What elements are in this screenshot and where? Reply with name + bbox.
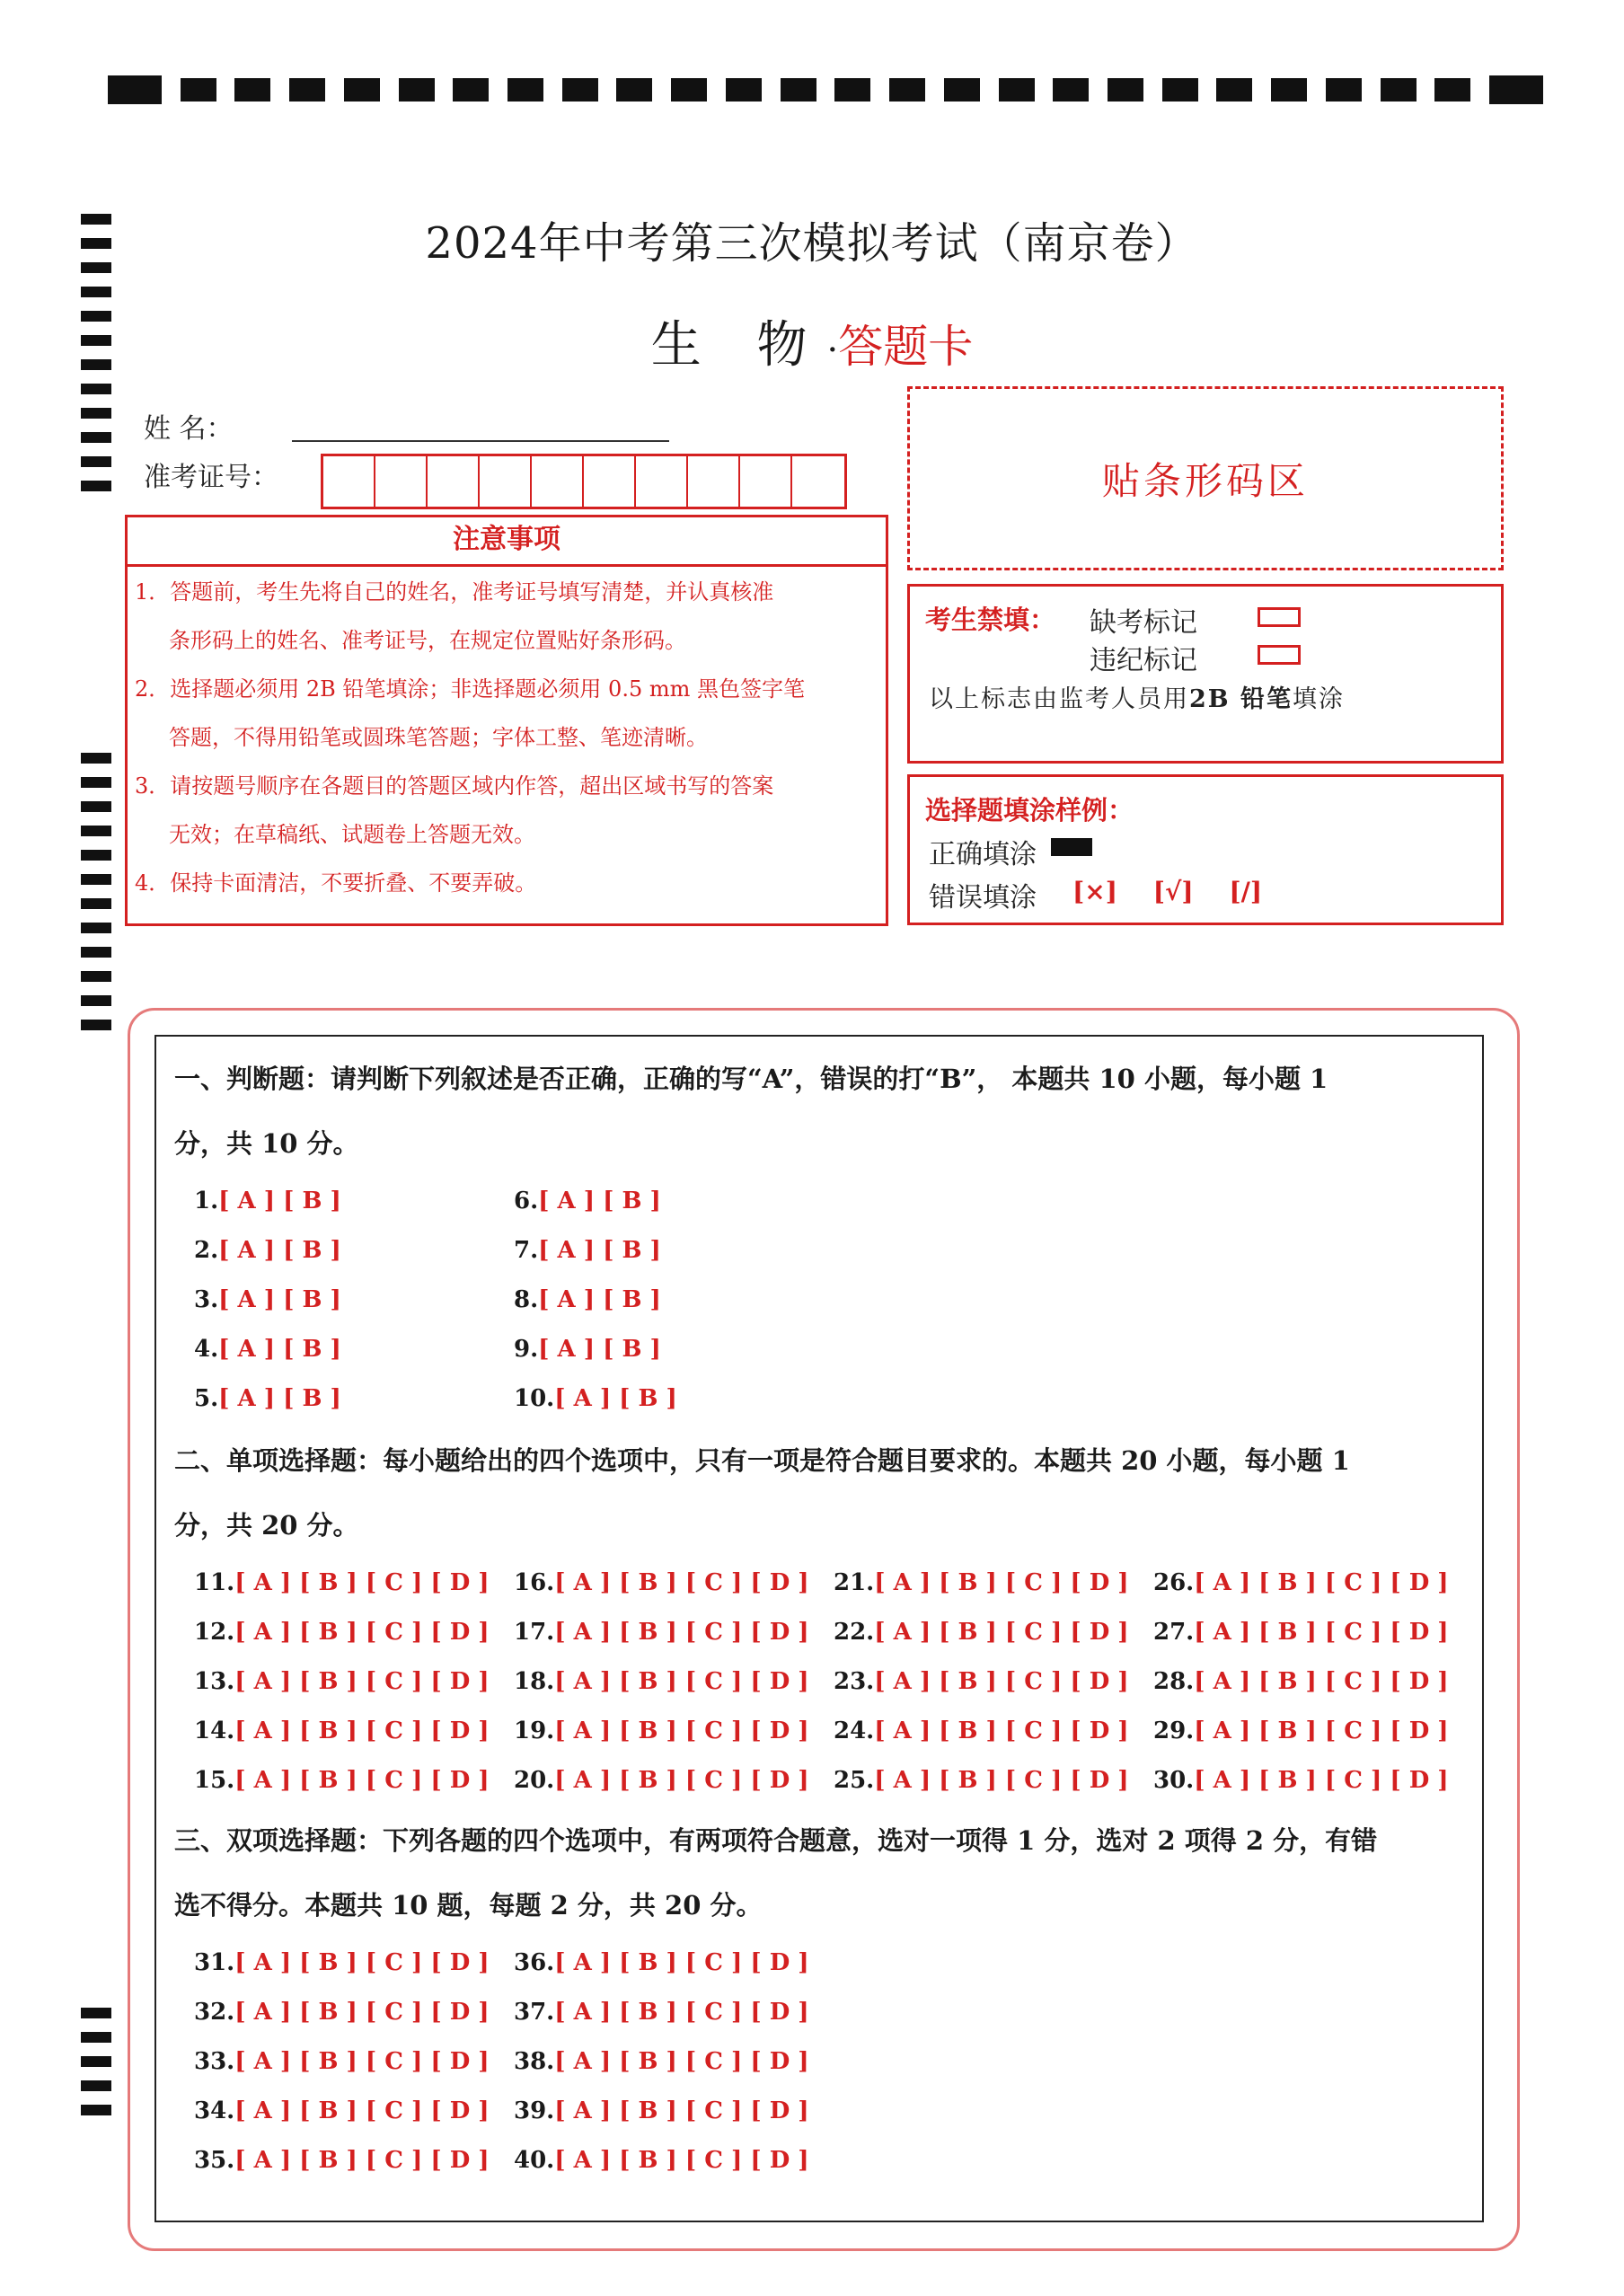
id-label: 准考证号： xyxy=(144,462,278,493)
question-item[interactable] xyxy=(514,1188,661,1214)
question-item[interactable] xyxy=(194,1237,341,1264)
wrong-mark-cross: [×] xyxy=(1072,877,1117,906)
answer-options[interactable]: [ A ] [ B ] [ C ] [ D ] xyxy=(234,2048,490,2075)
section-1-heading xyxy=(174,1046,1468,1176)
question-number: 2. xyxy=(194,1237,219,1264)
timing-mark xyxy=(1271,78,1307,102)
subject-title xyxy=(0,305,1624,377)
timing-mark xyxy=(1108,78,1143,102)
timing-mark xyxy=(1381,78,1417,102)
timing-mark xyxy=(344,78,380,102)
notice-item-2 xyxy=(135,665,880,762)
question-item[interactable] xyxy=(194,1286,341,1313)
question-number: 22. xyxy=(834,1619,875,1646)
question-number: 7. xyxy=(514,1237,539,1264)
question-item[interactable] xyxy=(1153,1718,1449,1744)
timing-mark xyxy=(508,78,543,102)
question-number: 18. xyxy=(514,1668,555,1695)
timing-mark xyxy=(181,78,216,102)
timing-mark xyxy=(1162,78,1198,102)
question-number: 11. xyxy=(194,1569,235,1596)
timing-mark xyxy=(834,78,870,102)
timing-mark xyxy=(81,384,111,394)
question-number: 8. xyxy=(514,1286,539,1313)
notice-item-2-line2: 答题，不得用铅笔或圆珠笔答题；字体工整、笔迹清晰。 xyxy=(169,725,708,750)
answer-options[interactable]: [ A ] [ B ] [ C ] [ D ] xyxy=(554,1999,809,2026)
answer-options[interactable]: [ A ] [ B ] [ C ] [ D ] xyxy=(234,1949,490,1976)
question-number: 28. xyxy=(1153,1668,1195,1695)
answer-options[interactable]: [ A ] [ B ] [ C ] [ D ] xyxy=(234,1999,490,2026)
name-field[interactable] xyxy=(292,438,669,442)
question-item[interactable] xyxy=(514,1767,809,1794)
answer-options[interactable]: [ A ] [ B ] [ C ] [ D ] xyxy=(554,1718,809,1744)
section-1-line1: 一、判断题：请判断下列叙述是否正确，正确的写“A”，错误的打“B”， 本题共 10 小题，每小题 1 xyxy=(174,1064,1328,1094)
question-item[interactable] xyxy=(514,2097,809,2124)
answer-options[interactable]: [ A ] [ B ] [ C ] [ D ] xyxy=(1194,1767,1449,1794)
timing-mark xyxy=(1489,75,1543,104)
answer-options[interactable]: [ A ] [ B ] [ C ] [ D ] xyxy=(554,1619,809,1646)
answer-options[interactable]: [ A ] [ B ] [ C ] [ D ] xyxy=(874,1718,1129,1744)
question-item[interactable] xyxy=(514,1999,809,2026)
answer-options[interactable]: [ A ] [ B ] [ C ] [ D ] xyxy=(874,1569,1129,1596)
question-number: 17. xyxy=(514,1619,555,1646)
question-number: 9. xyxy=(514,1336,539,1363)
answer-options[interactable]: [ A ] [ B ] [ C ] [ D ] xyxy=(234,1569,490,1596)
timing-mark xyxy=(81,2008,111,2018)
question-item[interactable] xyxy=(514,2147,809,2174)
question-number: 37. xyxy=(514,1999,555,2026)
id-digit-box[interactable] xyxy=(584,456,636,507)
id-digit-box[interactable] xyxy=(636,456,688,507)
timing-mark xyxy=(726,78,762,102)
timing-mark xyxy=(81,923,111,933)
notice-item-1-line2: 条形码上的姓名、准考证号，在规定位置贴好条形码。 xyxy=(169,628,686,653)
question-number: 10. xyxy=(514,1385,555,1412)
question-item[interactable] xyxy=(834,1619,1129,1646)
section-3-heading xyxy=(174,1808,1468,1938)
question-item[interactable] xyxy=(834,1718,1129,1744)
answer-options[interactable]: [ A ] [ B ] [ C ] [ D ] xyxy=(234,2097,490,2124)
question-item[interactable] xyxy=(194,1668,490,1695)
timing-mark xyxy=(108,75,162,104)
correct-fill-label: 正确填涂 xyxy=(929,839,1037,870)
timing-mark xyxy=(81,971,111,982)
answer-options[interactable]: [ A ] [ B ] xyxy=(218,1188,341,1214)
left-timing-marks-lower xyxy=(81,2008,111,2129)
question-item[interactable] xyxy=(194,1569,490,1596)
timing-mark xyxy=(81,2105,111,2115)
answer-options[interactable]: [ A ] [ B ] xyxy=(538,1336,661,1363)
question-number: 4. xyxy=(194,1336,219,1363)
question-number: 12. xyxy=(194,1619,235,1646)
timing-mark xyxy=(1216,78,1252,102)
question-number: 15. xyxy=(194,1767,235,1794)
answer-options[interactable]: [ A ] [ B ] [ C ] [ D ] xyxy=(1194,1619,1449,1646)
answer-options[interactable]: [ A ] [ B ] xyxy=(554,1385,677,1412)
question-item[interactable] xyxy=(194,1619,490,1646)
question-item[interactable] xyxy=(834,1767,1129,1794)
answer-options[interactable]: [ A ] [ B ] [ C ] [ D ] xyxy=(554,1668,809,1695)
question-number: 14. xyxy=(194,1718,235,1744)
question-item[interactable] xyxy=(514,1385,677,1412)
answer-options[interactable]: [ A ] [ B ] xyxy=(218,1237,341,1264)
question-item[interactable] xyxy=(1153,1767,1449,1794)
timing-mark xyxy=(671,78,707,102)
timing-mark xyxy=(944,78,980,102)
wrong-fill-marks xyxy=(1072,877,1262,906)
question-number: 36. xyxy=(514,1949,555,1976)
question-number: 6. xyxy=(514,1188,539,1214)
section-3-line2: 选不得分。本题共 10 题，每题 2 分，共 20 分。 xyxy=(174,1890,763,1921)
question-item[interactable] xyxy=(194,1385,341,1412)
question-item[interactable] xyxy=(194,1188,341,1214)
timing-mark xyxy=(81,850,111,861)
ban-note-bold: 2B 铅笔 xyxy=(1189,685,1293,713)
question-item[interactable] xyxy=(194,1999,490,2026)
notice-item-3-line1: 3．请按题号顺序在各题目的答题区域内作答，超出区域书写的答案 xyxy=(135,773,774,799)
violation-mark-label: 违纪标记 xyxy=(1090,645,1197,676)
question-number: 5. xyxy=(194,1385,219,1412)
ban-label: 考生禁填： xyxy=(925,605,1056,635)
answer-options[interactable]: [ A ] [ B ] [ C ] [ D ] xyxy=(234,1668,490,1695)
question-item[interactable] xyxy=(514,1286,661,1313)
id-digit-box[interactable] xyxy=(688,456,740,507)
question-number: 29. xyxy=(1153,1718,1195,1744)
name-label: 姓 名： xyxy=(144,413,234,445)
id-digit-box[interactable] xyxy=(375,456,428,507)
sample-title: 选择题填涂样例： xyxy=(925,795,1134,826)
question-number: 16. xyxy=(514,1569,555,1596)
timing-mark xyxy=(289,78,325,102)
subject-name: 生 物 xyxy=(650,316,827,375)
top-timing-marks xyxy=(108,75,1543,104)
question-item[interactable] xyxy=(1153,1619,1449,1646)
correct-fill-mark xyxy=(1051,838,1092,856)
answer-options[interactable]: [ A ] [ B ] [ C ] [ D ] xyxy=(554,1767,809,1794)
question-number: 39. xyxy=(514,2097,555,2124)
answer-options[interactable]: [ A ] [ B ] [ C ] [ D ] xyxy=(1194,1718,1449,1744)
answer-card-label: 答题卡 xyxy=(838,321,974,373)
timing-mark xyxy=(1434,78,1470,102)
answer-options[interactable]: [ A ] [ B ] xyxy=(218,1385,341,1412)
timing-mark xyxy=(81,408,111,419)
answer-options[interactable]: [ A ] [ B ] xyxy=(538,1237,661,1264)
question-item[interactable] xyxy=(514,1619,809,1646)
question-item[interactable] xyxy=(514,1718,809,1744)
section-2-line2: 分，共 20 分。 xyxy=(174,1510,359,1541)
question-item[interactable] xyxy=(514,1949,809,1976)
timing-mark xyxy=(453,78,489,102)
notice-item-3-line2: 无效；在草稿纸、试题卷上答题无效。 xyxy=(169,822,535,847)
violation-mark-box[interactable] xyxy=(1258,645,1301,665)
question-number: 25. xyxy=(834,1767,875,1794)
question-item[interactable] xyxy=(514,1668,809,1695)
timing-mark xyxy=(81,432,111,443)
answer-options[interactable]: [ A ] [ B ] [ C ] [ D ] xyxy=(874,1767,1129,1794)
answer-options[interactable]: [ A ] [ B ] [ C ] [ D ] xyxy=(1194,1668,1449,1695)
question-item[interactable] xyxy=(194,2048,490,2075)
question-number: 23. xyxy=(834,1668,875,1695)
question-number: 34. xyxy=(194,2097,235,2124)
section-1-line2: 分，共 10 分。 xyxy=(174,1128,359,1159)
question-number: 32. xyxy=(194,1999,235,2026)
id-digit-box[interactable] xyxy=(792,456,844,507)
answer-options[interactable]: [ A ] [ B ] [ C ] [ D ] xyxy=(554,2097,809,2124)
timing-mark xyxy=(81,1020,111,1030)
question-item[interactable] xyxy=(1153,1668,1449,1695)
question-item[interactable] xyxy=(194,2147,490,2174)
answer-options[interactable]: [ A ] [ B ] xyxy=(538,1188,661,1214)
question-number: 21. xyxy=(834,1569,875,1596)
question-item[interactable] xyxy=(194,1336,341,1363)
timing-mark xyxy=(399,78,435,102)
section-3-line1: 三、双项选择题：下列各题的四个选项中，有两项符合题意，选对一项得 1 分，选对 2 项得 2 分，有错 xyxy=(174,1825,1378,1856)
answer-options[interactable]: [ A ] [ B ] [ C ] [ D ] xyxy=(234,2147,490,2174)
answer-options[interactable]: [ A ] [ B ] [ C ] [ D ] xyxy=(234,1767,490,1794)
absent-mark-label: 缺考标记 xyxy=(1090,607,1197,639)
notice-item-2-line1: 2．选择题必须用 2B 铅笔填涂；非选择题必须用 0.5 mm 黑色签字笔 xyxy=(135,676,806,702)
timing-mark xyxy=(81,481,111,491)
exam-title: 2024年中考第三次模拟考试（南京卷） xyxy=(425,218,1199,269)
id-digit-box[interactable] xyxy=(323,456,375,507)
question-number: 33. xyxy=(194,2048,235,2075)
question-number: 38. xyxy=(514,2048,555,2075)
wrong-fill-label: 错误填涂 xyxy=(929,882,1037,914)
timing-mark xyxy=(562,78,598,102)
notice-item-1-line1: 1．答题前，考生先将自己的姓名，准考证号填写清楚，并认真核准 xyxy=(135,579,774,605)
timing-mark xyxy=(81,287,111,297)
question-number: 35. xyxy=(194,2147,235,2174)
question-item[interactable] xyxy=(194,2097,490,2124)
notice-item-3 xyxy=(135,762,880,859)
id-digit-box[interactable] xyxy=(740,456,792,507)
question-item[interactable] xyxy=(514,1569,809,1596)
section-2-heading xyxy=(174,1428,1468,1558)
question-item[interactable] xyxy=(834,1668,1129,1695)
timing-mark xyxy=(781,78,816,102)
question-item[interactable] xyxy=(514,1336,661,1363)
ban-note-post: 填涂 xyxy=(1293,685,1346,713)
timing-mark xyxy=(81,801,111,812)
question-number: 27. xyxy=(1153,1619,1195,1646)
id-digit-box[interactable] xyxy=(532,456,584,507)
question-item[interactable] xyxy=(514,1237,661,1264)
question-number: 31. xyxy=(194,1949,235,1976)
answer-options[interactable]: [ A ] [ B ] [ C ] [ D ] xyxy=(874,1619,1129,1646)
timing-mark xyxy=(81,777,111,788)
wrong-mark-check: [√] xyxy=(1152,877,1194,906)
question-item[interactable] xyxy=(194,1949,490,1976)
timing-mark xyxy=(889,78,925,102)
question-number: 19. xyxy=(514,1718,555,1744)
answer-options[interactable]: [ A ] [ B ] xyxy=(218,1336,341,1363)
timing-mark xyxy=(1326,78,1362,102)
left-timing-marks-middle xyxy=(81,753,111,1044)
answer-options[interactable]: [ A ] [ B ] [ C ] [ D ] xyxy=(234,1619,490,1646)
absent-mark-box[interactable] xyxy=(1258,607,1301,627)
question-item[interactable] xyxy=(514,2048,809,2075)
timing-mark xyxy=(81,947,111,958)
timing-mark xyxy=(81,826,111,836)
question-number: 3. xyxy=(194,1286,219,1313)
question-number: 26. xyxy=(1153,1569,1195,1596)
answer-options[interactable]: [ A ] [ B ] xyxy=(538,1286,661,1313)
timing-mark xyxy=(999,78,1035,102)
section-2-line1: 二、单项选择题：每小题给出的四个选项中，只有一项是符合题目要求的。本题共 20 小题，每小题 1 xyxy=(174,1445,1350,1476)
timing-mark xyxy=(81,2080,111,2091)
question-number: 30. xyxy=(1153,1767,1195,1794)
timing-mark xyxy=(81,995,111,1006)
timing-mark xyxy=(81,2056,111,2067)
question-item[interactable] xyxy=(1153,1569,1449,1596)
answer-options[interactable]: [ A ] [ B ] xyxy=(218,1286,341,1313)
question-number: 20. xyxy=(514,1767,555,1794)
answer-options[interactable]: [ A ] [ B ] [ C ] [ D ] xyxy=(234,1718,490,1744)
ban-note xyxy=(929,679,1345,714)
question-item[interactable] xyxy=(194,1767,490,1794)
answer-options[interactable]: [ A ] [ B ] [ C ] [ D ] xyxy=(874,1668,1129,1695)
answer-options[interactable]: [ A ] [ B ] [ C ] [ D ] xyxy=(554,1569,809,1596)
id-digit-box[interactable] xyxy=(428,456,480,507)
ban-note-pre: 以上标志由监考人员用 xyxy=(929,685,1189,713)
notice-item-4 xyxy=(135,859,880,907)
question-number: 1. xyxy=(194,1188,219,1214)
timing-mark xyxy=(616,78,652,102)
timing-mark xyxy=(81,874,111,885)
question-item[interactable] xyxy=(194,1718,490,1744)
notice-item-1 xyxy=(135,568,880,665)
wrong-mark-slash: [/] xyxy=(1229,877,1263,906)
timing-mark xyxy=(234,78,270,102)
answer-options[interactable]: [ A ] [ B ] [ C ] [ D ] xyxy=(554,1949,809,1976)
question-item[interactable] xyxy=(834,1569,1129,1596)
id-digit-box[interactable] xyxy=(480,456,532,507)
notice-item-4-line1: 4．保持卡面清洁，不要折叠、不要弄破。 xyxy=(135,870,537,896)
answer-options[interactable]: [ A ] [ B ] [ C ] [ D ] xyxy=(554,2147,809,2174)
question-number: 40. xyxy=(514,2147,555,2174)
answer-options[interactable]: [ A ] [ B ] [ C ] [ D ] xyxy=(554,2048,809,2075)
notice-title: 注意事项 xyxy=(125,515,888,567)
question-number: 24. xyxy=(834,1718,875,1744)
timing-mark xyxy=(81,2032,111,2043)
question-number: 13. xyxy=(194,1668,235,1695)
timing-mark xyxy=(1053,78,1089,102)
id-number-boxes[interactable] xyxy=(321,454,847,509)
timing-mark xyxy=(81,898,111,909)
barcode-zone: 贴条形码区 xyxy=(907,386,1504,570)
timing-mark xyxy=(81,753,111,764)
subject-dot: · xyxy=(826,330,839,371)
timing-mark xyxy=(81,456,111,467)
answer-options[interactable]: [ A ] [ B ] [ C ] [ D ] xyxy=(1194,1569,1449,1596)
